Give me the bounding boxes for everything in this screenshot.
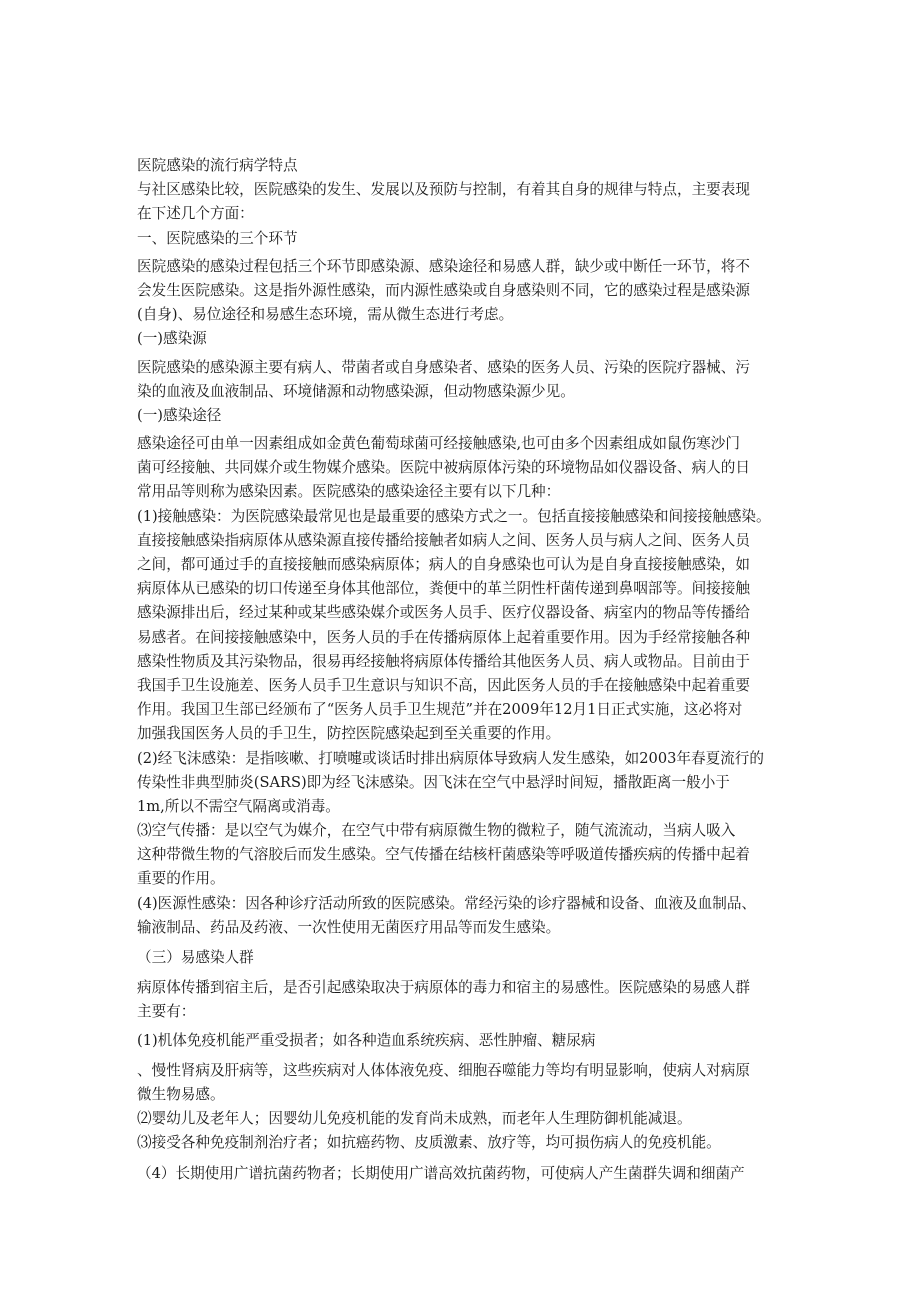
section-heading: 一、医院感染的三个环节 — [137, 229, 298, 247]
paragraph-line: 病原体从已感染的切口传递至身体其他部位，粪便中的革兰阴性杆菌传递到鼻咽部等。间接接触 — [137, 580, 750, 598]
paragraph-line: 感染性物质及其污染物品，很易再经接触将病原体传播给其他医务人员、病人或物品。目前由于 — [137, 652, 750, 670]
paragraph-line: 易感者。在间接接触感染中，医务人员的手在传播病原体上起着重要作用。因为手经常接触各种 — [137, 628, 750, 646]
paragraph-line: 感染途径可由单一因素组成如金黄色葡萄球菌可经接触感染,也可由多个因素组成如鼠伤寒沙门 — [137, 435, 740, 453]
subsection-heading: (一)感染源 — [137, 330, 207, 348]
paragraph-line: 病原体传播到宿主后，是否引起感染取决于病原体的毒力和宿主的易感性。医院感染的易感人群 — [137, 979, 750, 997]
paragraph-line: 常用品等则称为感染因素。医院感染的感染途径主要有以下几种： — [137, 483, 561, 501]
paragraph-line: (1)接触感染：为医院感染最常见也是最重要的感染方式之一。包括直接接触感染和间接接触感染。 — [137, 507, 771, 525]
paragraph-line: (自身)、易位途径和易感生态环境，需从微生态进行考虑。 — [137, 306, 514, 324]
paragraph-line: 感染源排出后，经过某种或某些感染媒介或医务人员手、医疗仪器设备、病室内的物品等传播给 — [137, 604, 750, 622]
paragraph-line: 医院感染的感染源主要有病人、带菌者或自身感染者、感染的医务人员、污染的医院疗器械、污 — [137, 358, 750, 376]
paragraph-line: 加强我国医务人员的手卫生，防控医院感染起到至关重要的作用。 — [137, 725, 561, 743]
paragraph-line: 之间，都可通过手的直接接触而感染病原体；病人的自身感染也可认为是自身直接接触感染，如 — [137, 556, 750, 573]
paragraph-line: 微生物易感。 — [137, 1085, 225, 1103]
paragraph-line: ⑶接受各种免疫制剂治疗者；如抗癌药物、皮质激素、放疗等，均可损伤病人的免疫机能。 — [137, 1134, 721, 1152]
paragraph-line: 与社区感染比较，医院感染的发生、发展以及预防与控制，有着其自身的规律与特点，主要表现 — [137, 181, 750, 199]
paragraph-line: (1)机体免疫机能严重受损者；如各种造血系统疾病、恶性肿瘤、糖尿病 — [137, 1031, 596, 1049]
subsection-heading: （三）易感染人群 — [137, 949, 254, 966]
paragraph-line: 作用。我国卫生部已经颁布了“医务人员手卫生规范”并在2009年12月1日正式实施，这必将对 — [137, 701, 743, 719]
paragraph-line: 传染性非典型肺炎(SARS)即为经飞沫感染。因飞沫在空气中悬浮时间短，播散距离一般小于 — [137, 773, 730, 791]
paragraph-line: ⑵婴幼儿及老年人；因婴幼儿免疫机能的发育尚未成熟，而老年人生理防御机能减退。 — [137, 1110, 692, 1128]
paragraph-line: 菌可经接触、共同媒介或生物媒介感染。医院中被病原体污染的环境物品如仪器设备、病人的日 — [137, 459, 750, 477]
paragraph-line: 会发生医院感染。这是指外源性感染，而内源性感染或自身感染则不同，它的感染过程是感染源 — [137, 281, 750, 299]
paragraph-line: ⑶空气传播：是以空气为媒介，在空气中带有病原微生物的微粒子，随气流流动，当病人吸入 — [137, 822, 736, 840]
paragraph-line: 输液制品、药品及药液、一次性使用无菌医疗用品等而发生感染。 — [137, 918, 561, 936]
paragraph-line: (4)医源性感染：因各种诊疗活动所致的医院感染。常经污染的诊疗器械和设备、血液及血制品、 — [137, 894, 757, 912]
paragraph-line: 主要有： — [137, 1003, 196, 1021]
paragraph-line: 重要的作用。 — [137, 870, 225, 888]
paragraph-line: 这种带微生物的气溶胶后而发生感染。空气传播在结核杆菌感染等呼吸道传播疾病的传播中起着 — [137, 846, 750, 864]
paragraph-line: 我国手卫生设施差、医务人员手卫生意识与知识不高，因此医务人员的手在接触感染中起着重要 — [137, 676, 750, 694]
paragraph-line: （4）长期使用广谱抗菌药物者；长期使用广谱高效抗菌药物，可使病人产生菌群失调和细菌产 — [137, 1164, 745, 1182]
paragraph-line: 、慢性肾病及肝病等，这些疾病对人体体液免疫、细胞吞噬能力等均有明显影响，使病人对病原 — [137, 1061, 750, 1079]
document-body — [137, 154, 787, 1186]
paragraph-line: 在下述几个方面： — [137, 205, 254, 223]
document-title: 医院感染的流行病学特点 — [137, 157, 298, 174]
subsection-heading: (一)感染途径 — [137, 406, 222, 424]
paragraph-line: 染的血液及血液制品、环境储源和动物感染源，但动物感染源少见。 — [137, 382, 575, 400]
paragraph-line: 医院感染的感染过程包括三个环节即感染源、感染途径和易感人群，缺少或中断任一环节，将不 — [137, 257, 750, 275]
paragraph-line: 1m,所以不需空气隔离或消毒。 — [137, 797, 340, 815]
paragraph-line: 直接接触感染指病原体从感染源直接传播给接触者如病人之间、医务人员与病人之间、医务人员 — [137, 531, 750, 549]
paragraph-line: (2)经飞沫感染：是指咳嗽、打喷嚏或谈话时排出病原体导致病人发生感染，如2003年春夏流行的 — [137, 749, 764, 767]
